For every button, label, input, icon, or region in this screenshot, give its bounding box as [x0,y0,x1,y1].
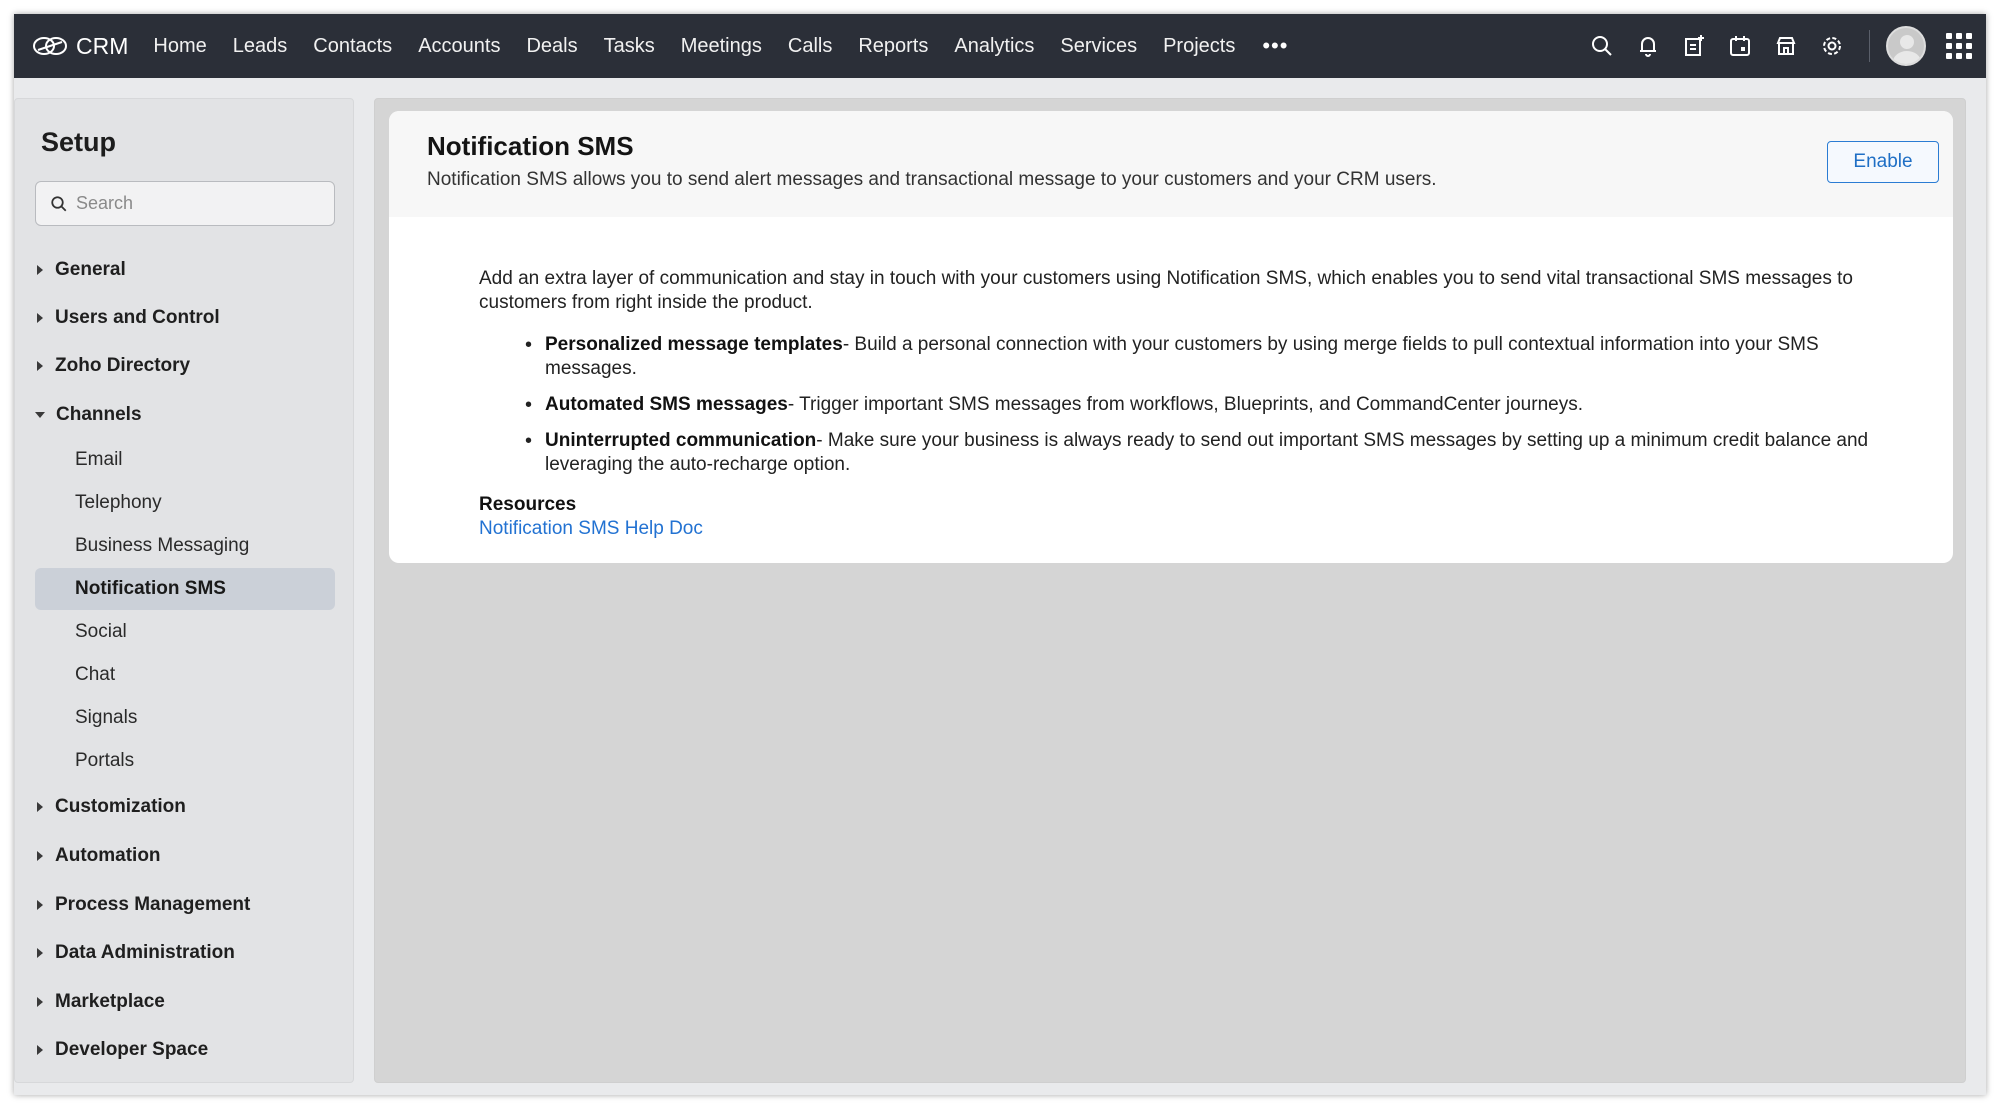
feature-text: - Build a personal connection with your customers by using merge fields to pull contextual information into your SMS messages. [545,334,1819,379]
setup-sidebar [14,98,354,1083]
card-header [389,111,1953,217]
sidebar-item-notification-sms[interactable]: Notification SMS [35,568,335,610]
main-content [374,98,1966,1083]
divider [1869,30,1870,62]
nav-meetings[interactable]: Meetings [680,34,762,57]
nav-services[interactable]: Services [1060,34,1138,57]
app-name: CRM [76,32,129,59]
sidebar-section-customization[interactable] [15,787,353,827]
calendar-icon[interactable] [1727,33,1753,59]
marketplace-icon[interactable] [1773,33,1799,59]
sidebar-item-signals[interactable]: Signals [75,707,138,728]
crm-window [14,14,1986,1095]
list-item [525,393,1879,417]
sidebar-item-social[interactable]: Social [75,621,127,642]
search-icon [50,195,68,213]
sidebar-item-email[interactable]: Email [75,449,123,470]
feature-title: Automated SMS messages [545,394,788,415]
notification-sms-card [389,111,1953,563]
user-avatar[interactable] [1886,26,1926,66]
sidebar-item-telephony[interactable]: Telephony [75,492,162,513]
add-record-icon[interactable] [1681,33,1707,59]
sidebar-item-chat[interactable]: Chat [75,664,116,685]
feature-title: Uninterrupted communication [545,430,817,451]
page-title: Notification SMS [427,131,634,161]
section-label: Customization [55,796,186,817]
crm-logo-icon [32,34,68,58]
sidebar-section-marketplace[interactable] [15,982,353,1022]
nav-tasks[interactable]: Tasks [603,34,655,57]
section-label: Developer Space [55,1039,209,1060]
section-label: Users and Control [55,307,220,328]
caret-down-icon [35,412,45,418]
nav-accounts[interactable]: Accounts [418,34,501,57]
feature-list [525,333,1879,477]
list-item [525,333,1879,381]
sidebar-item-business-messaging[interactable]: Business Messaging [75,535,250,556]
section-label: Process Management [55,894,251,915]
feature-text: - Trigger important SMS messages from workflows, Blueprints, and CommandCenter journeys. [787,394,1583,415]
more-modules-icon[interactable]: ••• [1262,33,1289,58]
caret-right-icon [37,948,43,958]
caret-right-icon [37,313,43,323]
caret-right-icon [37,851,43,861]
top-icons [1579,14,1972,78]
gear-icon[interactable] [1819,33,1845,59]
help-doc-link[interactable]: Notification SMS Help Doc [479,518,703,539]
enable-button[interactable]: Enable [1827,141,1939,183]
nav-deals[interactable]: Deals [526,34,578,57]
sidebar-section-channels[interactable] [15,395,353,435]
app-grid-icon[interactable] [1946,33,1972,59]
sidebar-section-data-administration[interactable] [15,933,353,973]
nav-projects[interactable]: Projects [1163,34,1236,57]
sidebar-section-general[interactable] [15,250,353,290]
top-navigation-bar [14,14,1986,78]
search-icon[interactable] [1589,33,1615,59]
main-nav [140,33,1302,59]
nav-home[interactable]: Home [153,34,207,57]
nav-contacts[interactable]: Contacts [313,34,393,57]
brand[interactable] [32,33,128,60]
caret-right-icon [37,900,43,910]
list-item [525,429,1879,477]
nav-analytics[interactable]: Analytics [954,34,1035,57]
caret-right-icon [37,802,43,812]
section-label: Marketplace [55,991,165,1012]
resources-heading: Resources [479,494,577,515]
sidebar-title: Setup [41,127,117,157]
page-subtitle: Notification SMS allows you to send alert messages and transactional message to your customers and your CRM users. [427,169,1437,190]
caret-right-icon [37,265,43,275]
caret-right-icon [37,1045,43,1055]
section-label: Channels [56,404,142,425]
search-input[interactable] [76,193,316,214]
caret-right-icon [37,361,43,371]
bell-icon[interactable] [1635,33,1661,59]
section-label: Automation [55,845,161,866]
sidebar-section-automation[interactable] [15,836,353,876]
sidebar-section-process-management[interactable] [15,885,353,925]
caret-right-icon [37,997,43,1007]
setup-search[interactable] [35,181,335,226]
sidebar-section-zoho-directory[interactable] [15,346,353,386]
section-label: Data Administration [55,942,235,963]
feature-text: - Make sure your business is always ready to send out important SMS messages by setting up a minimum credit balance and leveraging the auto-recharge option. [545,430,1869,475]
nav-reports[interactable]: Reports [858,34,929,57]
nav-leads[interactable]: Leads [232,34,288,57]
card-body [479,267,1879,541]
feature-title: Personalized message templates [545,334,843,355]
nav-calls[interactable]: Calls [787,34,833,57]
sidebar-section-users-and-control[interactable] [15,298,353,338]
section-label: Zoho Directory [55,355,191,376]
intro-text: Add an extra layer of communication and stay in touch with your customers using Notification SMS, which enables you to send vital transactional SMS messages to customers from right inside the product. [479,268,1853,313]
sidebar-section-developer-space[interactable] [15,1030,353,1070]
sidebar-item-portals[interactable]: Portals [75,750,135,771]
section-label: General [55,259,126,280]
